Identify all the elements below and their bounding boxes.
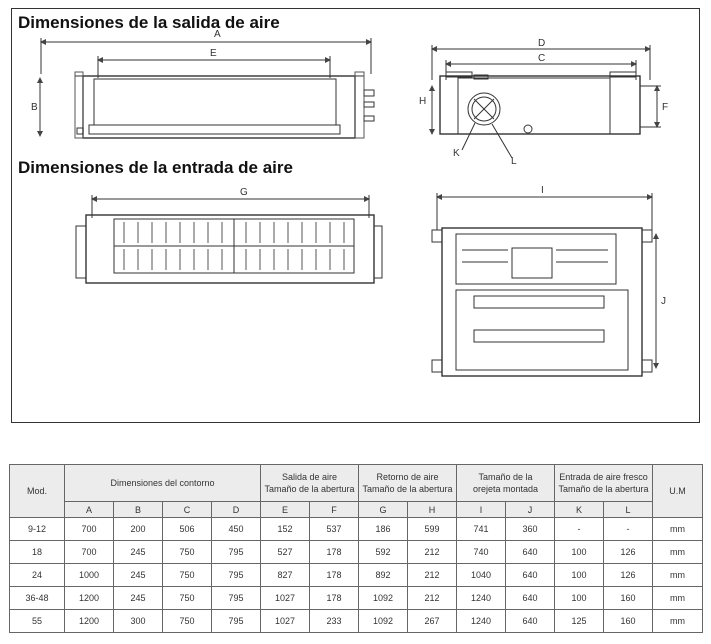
cell-i: 1240 — [457, 610, 506, 633]
cell-a: 1200 — [65, 610, 114, 633]
cell-l: 126 — [604, 541, 653, 564]
cell-l: 126 — [604, 564, 653, 587]
subheader-f: F — [310, 502, 359, 518]
cell-g: 186 — [359, 518, 408, 541]
subheader-d: D — [212, 502, 261, 518]
cell-mod: 24 — [10, 564, 65, 587]
cell-i: 1040 — [457, 564, 506, 587]
dim-label-l: L — [511, 156, 517, 167]
cell-i: 1240 — [457, 587, 506, 610]
dim-label-e: E — [210, 48, 217, 59]
cell-j: 640 — [506, 587, 555, 610]
cell-c: 750 — [163, 541, 212, 564]
cell-b: 245 — [114, 564, 163, 587]
header-ear-line: orejeta montada — [472, 484, 539, 494]
subheader-k: K — [555, 502, 604, 518]
header-ear — [457, 465, 555, 502]
cell-i: 741 — [457, 518, 506, 541]
cell-f: 233 — [310, 610, 359, 633]
cell-c: 750 — [163, 610, 212, 633]
cell-d: 795 — [212, 564, 261, 587]
subheader-j: J — [506, 502, 555, 518]
cell-k: 100 — [555, 541, 604, 564]
dim-label-k: K — [453, 148, 460, 159]
cell-um: mm — [653, 587, 703, 610]
cell-a: 700 — [65, 541, 114, 564]
cell-k: 125 — [555, 610, 604, 633]
subheader-e: E — [261, 502, 310, 518]
cell-f: 178 — [310, 564, 359, 587]
cell-um: mm — [653, 610, 703, 633]
cell-e: 1027 — [261, 587, 310, 610]
header-mod: Mod. — [10, 465, 65, 518]
cell-h: 267 — [408, 610, 457, 633]
cell-j: 640 — [506, 541, 555, 564]
header-contour: Dimensiones del contorno — [65, 465, 261, 502]
header-um: U.M — [653, 465, 703, 518]
inlet-top-drawing — [432, 193, 656, 376]
subheader-l: L — [604, 502, 653, 518]
dim-label-d: D — [538, 38, 546, 49]
cell-g: 1092 — [359, 610, 408, 633]
cell-mod: 36-48 — [10, 587, 65, 610]
cell-l: 160 — [604, 587, 653, 610]
cell-e: 827 — [261, 564, 310, 587]
cell-c: 750 — [163, 587, 212, 610]
cell-b: 200 — [114, 518, 163, 541]
cell-h: 212 — [408, 587, 457, 610]
cell-e: 1027 — [261, 610, 310, 633]
subheader-i: I — [457, 502, 506, 518]
outlet-front-drawing — [40, 38, 374, 138]
cell-um: mm — [653, 564, 703, 587]
cell-d: 450 — [212, 518, 261, 541]
table-row — [10, 518, 703, 541]
cell-i: 740 — [457, 541, 506, 564]
cell-mod: 18 — [10, 541, 65, 564]
cell-j: 640 — [506, 564, 555, 587]
cell-h: 599 — [408, 518, 457, 541]
dim-label-h: H — [419, 96, 427, 107]
dim-label-g: G — [240, 187, 248, 198]
cell-f: 178 — [310, 587, 359, 610]
cell-j: 640 — [506, 610, 555, 633]
header-outlet-line: Salida de aire — [281, 472, 338, 482]
cell-b: 245 — [114, 587, 163, 610]
cell-l: 160 — [604, 610, 653, 633]
cell-d: 795 — [212, 610, 261, 633]
cell-h: 212 — [408, 564, 457, 587]
cell-k: 100 — [555, 564, 604, 587]
dim-label-a: A — [214, 29, 221, 40]
cell-g: 892 — [359, 564, 408, 587]
dimensions-table — [9, 464, 703, 633]
table-row — [10, 564, 703, 587]
cell-b: 300 — [114, 610, 163, 633]
header-fresh-line: Entrada de aire fresco — [559, 472, 648, 482]
cell-b: 245 — [114, 541, 163, 564]
cell-um: mm — [653, 541, 703, 564]
subheader-g: G — [359, 502, 408, 518]
cell-c: 750 — [163, 564, 212, 587]
cell-mod: 9-12 — [10, 518, 65, 541]
inlet-front-drawing — [76, 195, 382, 283]
cell-k: 100 — [555, 587, 604, 610]
dim-label-b: B — [31, 102, 38, 113]
subheader-row — [10, 502, 703, 518]
inlet-section-title: Dimensiones de la entrada de aire — [18, 158, 293, 177]
cell-h: 212 — [408, 541, 457, 564]
cell-c: 506 — [163, 518, 212, 541]
subheader-c: C — [163, 502, 212, 518]
dim-label-c: C — [538, 53, 546, 64]
header-outlet-line: Tamaño de la abertura — [264, 484, 355, 494]
table-row — [10, 541, 703, 564]
cell-e: 527 — [261, 541, 310, 564]
table-row — [10, 610, 703, 633]
dim-label-i: I — [541, 185, 544, 196]
header-return — [359, 465, 457, 502]
cell-f: 537 — [310, 518, 359, 541]
header-return-line: Retorno de aire — [376, 472, 439, 482]
dim-label-j: J — [661, 296, 666, 307]
cell-mod: 55 — [10, 610, 65, 633]
cell-a: 700 — [65, 518, 114, 541]
subheader-b: B — [114, 502, 163, 518]
cell-l: - — [604, 518, 653, 541]
subheader-a: A — [65, 502, 114, 518]
dim-label-f: F — [662, 102, 669, 113]
cell-g: 592 — [359, 541, 408, 564]
cell-g: 1092 — [359, 587, 408, 610]
header-outlet — [261, 465, 359, 502]
header-fresh-line: Tamaño de la abertura — [558, 484, 649, 494]
cell-a: 1200 — [65, 587, 114, 610]
cell-um: mm — [653, 518, 703, 541]
table-row — [10, 587, 703, 610]
header-fresh — [555, 465, 653, 502]
subheader-h: H — [408, 502, 457, 518]
cell-j: 360 — [506, 518, 555, 541]
header-ear-line: Tamaño de la — [478, 472, 533, 482]
table-body — [10, 518, 703, 633]
cell-f: 178 — [310, 541, 359, 564]
header-return-line: Tamaño de la abertura — [362, 484, 453, 494]
cell-a: 1000 — [65, 564, 114, 587]
cell-d: 795 — [212, 541, 261, 564]
outlet-side-drawing — [432, 45, 661, 158]
cell-d: 795 — [212, 587, 261, 610]
cell-e: 152 — [261, 518, 310, 541]
cell-k: - — [555, 518, 604, 541]
outlet-section-title: Dimensiones de la salida de aire — [18, 13, 280, 32]
